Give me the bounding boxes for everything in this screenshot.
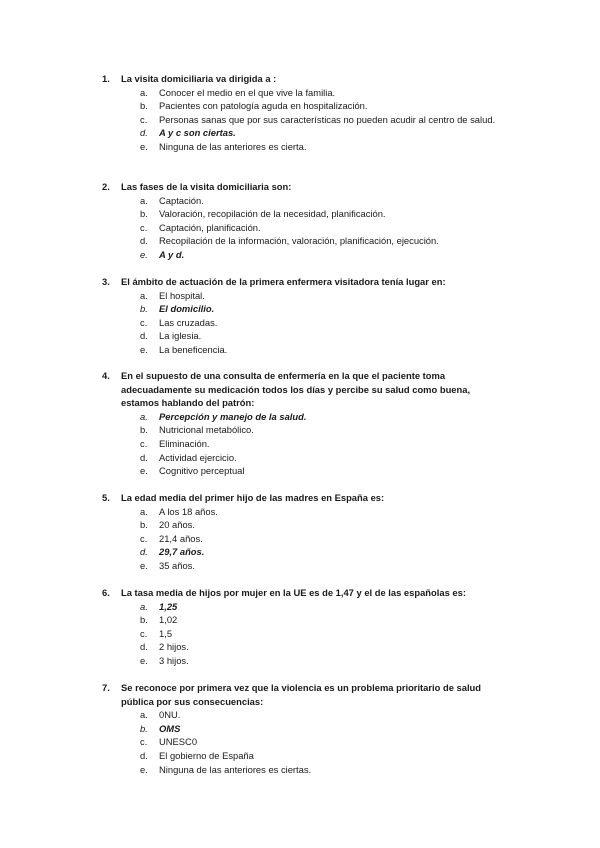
option-list	[102, 194, 502, 262]
question-text: En el supuesto de una consulta de enfermería en la que el paciente toma adecuadamente su medicación todos los días y percibe su salud como buena, estamos hablando del patrón:	[121, 370, 471, 409]
question-text: La tasa media de hijos por mujer en la UE es de 1,47 y el de las españolas es:	[121, 587, 466, 598]
option-e: e. Ninguna de las anteriores es cierta.	[140, 140, 307, 152]
option-d: d. Recopilación de la información, valoración, planificación, ejecución.	[140, 235, 439, 247]
option-a: a. El hospital.	[140, 289, 205, 301]
option-b: b. Pacientes con patología aguda en hospitalización.	[140, 100, 368, 112]
option-e: e. 3 hijos.	[140, 654, 189, 666]
question-number: 7.	[102, 682, 110, 693]
question-number: 3.	[102, 276, 110, 287]
option-c: c. 21,4 años.	[140, 532, 203, 544]
option-e: e. La beneficencia.	[140, 343, 228, 355]
option-d: d. 2 hijos.	[140, 641, 189, 653]
question-text: El ámbito de actuación de la primera enfermera visitadora tenía lugar en:	[121, 276, 446, 287]
option-d: d. La iglesia.	[140, 330, 202, 342]
question-text: Se reconoce por primera vez que la violencia es un problema prioritario de salud pública por sus consecuencias:	[121, 682, 482, 707]
option-c: c. UNESC0	[140, 736, 198, 748]
option-a: a. A los 18 años.	[140, 505, 218, 517]
option-d: d. 29,7 años.	[140, 546, 205, 558]
option-list	[102, 505, 502, 573]
option-a: a. Captación.	[140, 194, 204, 206]
question-5	[102, 491, 502, 573]
question-7	[102, 681, 502, 776]
option-e: e. Cognitivo perceptual	[140, 465, 245, 477]
option-b: b. 1,02	[140, 614, 178, 626]
option-a: a. Conocer el medio en el que vive la familia.	[140, 86, 336, 98]
option-list	[102, 289, 502, 357]
option-d: d. El gobierno de España	[140, 749, 254, 761]
question-number: 1.	[102, 73, 110, 84]
question-number: 4.	[102, 370, 110, 381]
question-4	[102, 369, 502, 478]
option-list	[102, 708, 502, 776]
question-text: Las fases de la visita domiciliaria son:	[121, 181, 292, 192]
option-c: c. Las cruzadas.	[140, 316, 218, 328]
option-e: e. Ninguna de las anteriores es ciertas.	[140, 763, 312, 775]
option-c: c. Personas sanas que por sus características no pueden acudir al centro de salud.	[140, 113, 496, 125]
question-number: 6.	[102, 587, 110, 598]
option-b: b. Nutricional metabólico.	[140, 424, 254, 436]
option-c: c. Captación, planificación.	[140, 221, 261, 233]
option-list	[102, 410, 502, 478]
option-e: e. A y d.	[140, 248, 185, 260]
option-c: c. Eliminación.	[140, 437, 210, 449]
option-c: c. 1,5	[140, 627, 173, 639]
option-b: b. El domicilio.	[140, 303, 215, 315]
question-text: La edad media del primer hijo de las madres en España es:	[121, 492, 385, 503]
question-2	[102, 180, 502, 262]
option-list	[102, 600, 502, 668]
option-d: d. A y c son ciertas.	[140, 127, 236, 139]
option-e: e. 35 años.	[140, 559, 195, 571]
question-number: 2.	[102, 181, 110, 192]
option-b: b. Valoración, recopilación de la necesidad, planificación.	[140, 208, 386, 220]
option-a: a. 1,25	[140, 600, 178, 612]
question-number: 5.	[102, 492, 110, 503]
question-3	[102, 275, 502, 357]
option-a: a. 0NU.	[140, 709, 181, 721]
question-text: La visita domiciliaria va dirigida a :	[121, 73, 277, 84]
option-list	[102, 86, 502, 154]
option-b: b. 20 años.	[140, 519, 195, 531]
question-6	[102, 586, 502, 668]
option-d: d. Actividad ejercicio.	[140, 451, 237, 463]
question-1	[102, 72, 502, 154]
option-a: a. Percepción y manejo de la salud.	[140, 410, 307, 422]
option-b: b. OMS	[140, 722, 181, 734]
